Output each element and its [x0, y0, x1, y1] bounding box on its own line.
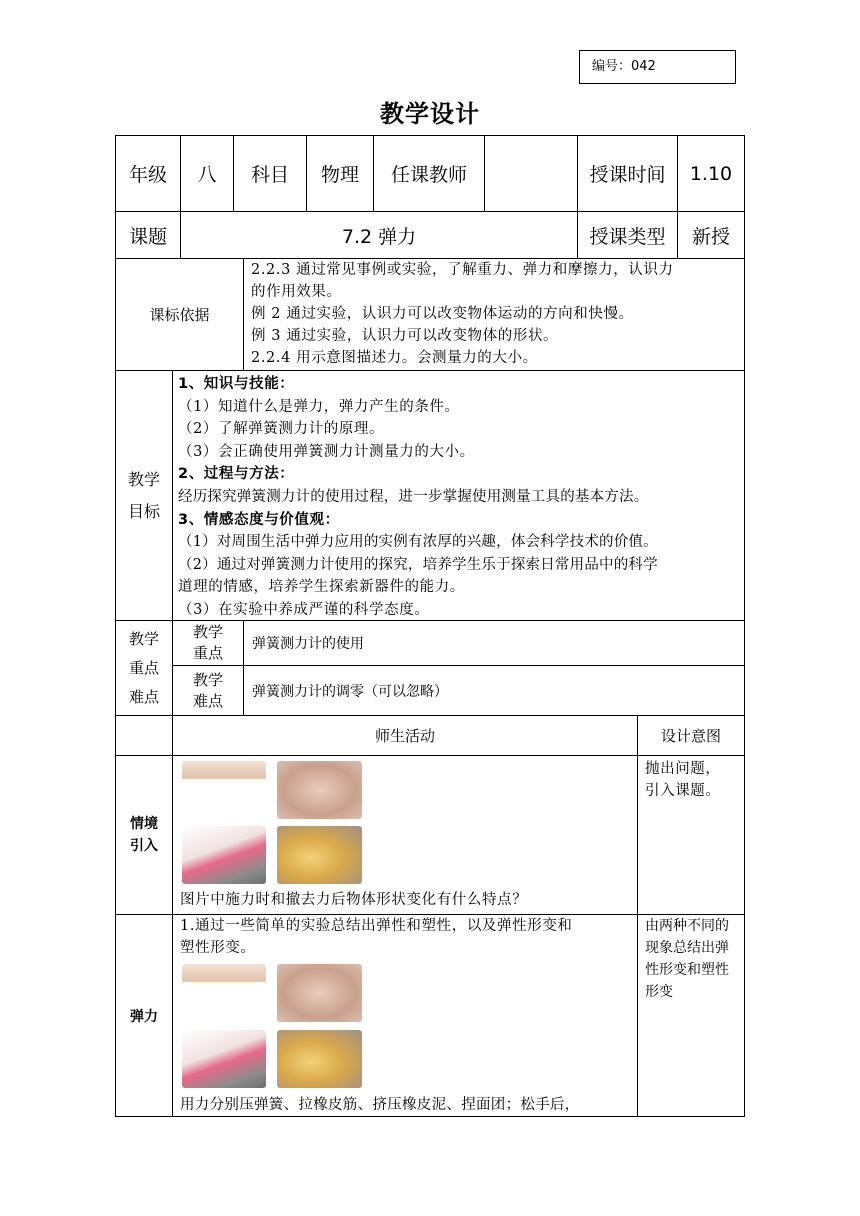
difficulty-value: 弹簧测力计的调零（可以忽略）: [252, 683, 448, 700]
standards-line: 2.2.3 通过常见事例或实验，了解重力、弹力和摩擦力，认识力: [251, 262, 674, 278]
goals-label-line: 目标: [127, 501, 160, 521]
dough-squeeze-image: [277, 1030, 362, 1088]
elastic-intro-text: [180, 915, 636, 959]
goals-heading-process: 2、过程与方法：: [178, 466, 295, 483]
clay-press-image: [182, 826, 266, 884]
intro-question: 图片中施力时和撤去力后物体形状变化有什么特点？: [180, 892, 528, 908]
type-label: 授课类型: [589, 225, 666, 248]
difficulty-label: [173, 666, 243, 715]
rubber-band-image: [277, 761, 362, 819]
subject-label: 科目: [250, 164, 289, 186]
elastic-intent: [645, 915, 743, 1003]
goals-item: 道理的情感，培养学生探索新器件的能力。: [178, 579, 465, 596]
difficulty-label-line: 难点: [192, 691, 223, 710]
intro-intent-line: 引入课题。: [645, 783, 721, 799]
document-number: 编号：042: [579, 50, 736, 84]
rubber-band-image: [277, 964, 362, 1022]
standards-line: 的作用效果。: [251, 284, 342, 300]
key-points-label-line: 教学: [128, 629, 159, 648]
elastic-intent-line: 由两种不同的: [645, 918, 729, 934]
goals-heading-attitude: 3、情感态度与价值观：: [178, 511, 340, 528]
spring-press-image: [182, 964, 266, 1022]
standards-text: [251, 259, 741, 369]
spring-press-image: [182, 761, 266, 819]
grid-line: [637, 715, 638, 1116]
elastic-line: 1.通过一些简单的实验总结出弹性和塑性，以及弹性形变和: [180, 918, 573, 934]
grid-line: [115, 755, 745, 756]
goals-item: （2）通过对弹簧测力计使用的探究，培养学生乐于探索日常用品中的科学: [178, 556, 658, 573]
teacher-label: 任课教师: [390, 164, 467, 186]
goals-item: （2）了解弹簧测力计的原理。: [178, 421, 385, 438]
key-point-value: 弹簧测力计的使用: [252, 636, 364, 652]
key-points-label-line: 难点: [128, 687, 159, 706]
elastic-intent-line: 形变: [645, 984, 673, 1000]
elastic-label: 弹力: [130, 1008, 158, 1025]
difficulty-label-line: 教学: [192, 670, 223, 689]
type-value: 新授: [691, 225, 730, 248]
goals-label: [116, 371, 172, 620]
elastic-intent-line: 性形变和塑性: [645, 962, 729, 978]
topic-value: 7.2 弹力: [341, 225, 417, 248]
key-label-line: 教学: [192, 623, 223, 641]
grade-label: 年级: [128, 164, 167, 186]
grid-line: [243, 620, 244, 715]
goals-label-line: 教学: [127, 469, 160, 489]
grid-line: [115, 370, 745, 371]
grid-line: [744, 135, 745, 1117]
goals-item: （3）在实验中养成严谨的科学态度。: [178, 601, 430, 618]
grid-line: [115, 1116, 745, 1117]
goals-heading-knowledge: 1、知识与技能：: [178, 376, 295, 392]
goals-item: （3）会正确使用弹簧测力计测量力的大小。: [178, 443, 475, 460]
intro-label: [116, 756, 172, 914]
key-points-label-line: 重点: [128, 658, 159, 677]
goals-item: 经历探究弹簧测力计的使用过程，进一步掌握使用测量工具的基本方法。: [178, 488, 649, 505]
elastic-intent-line: 现象总结出弹: [645, 940, 729, 956]
standards-line: 2.2.4 用示意图描述力。会测量力的大小。: [251, 350, 538, 366]
grade-value: 八: [197, 164, 217, 186]
topic-label: 课题: [128, 225, 167, 248]
key-label-line: 重点: [192, 644, 223, 662]
key-label: [173, 621, 243, 665]
teacher-value: [485, 136, 577, 211]
intro-intent: [645, 758, 743, 802]
time-value: 1.10: [689, 162, 733, 185]
goals-item: （1）知道什么是弹力，弹力产生的条件。: [178, 398, 460, 415]
subject-value: 物理: [320, 164, 359, 186]
elastic-line: 塑性形变。: [180, 940, 256, 956]
intent-header: 设计意图: [660, 727, 721, 745]
goals-item: （1）对周围生活中弹力应用的实例有浓厚的兴趣，体会科学技术的价值。: [178, 534, 658, 551]
document-title: 教学设计: [380, 100, 480, 128]
dough-squeeze-image: [277, 826, 362, 884]
goals-text: [178, 373, 744, 622]
standards-line: 例 3 通过实验，认识力可以改变物体的形状。: [251, 328, 559, 344]
grid-line: [243, 258, 244, 370]
standards-label: 课标依据: [149, 306, 210, 324]
activities-header: 师生活动: [374, 727, 435, 745]
intro-label-line: 情境: [130, 816, 158, 832]
standards-line: 例 2 通过实验，认识力可以改变物体运动的方向和快慢。: [251, 306, 634, 322]
intro-intent-line: 抛出问题，: [645, 761, 721, 777]
clay-press-image: [182, 1030, 266, 1088]
intro-label-line: 引入: [130, 838, 158, 854]
key-points-label: [116, 621, 172, 715]
elastic-line: 用力分别压弹簧、拉橡皮筋、挤压橡皮泥、捏面团；松手后，: [180, 1097, 580, 1113]
time-label: 授课时间: [589, 164, 666, 186]
